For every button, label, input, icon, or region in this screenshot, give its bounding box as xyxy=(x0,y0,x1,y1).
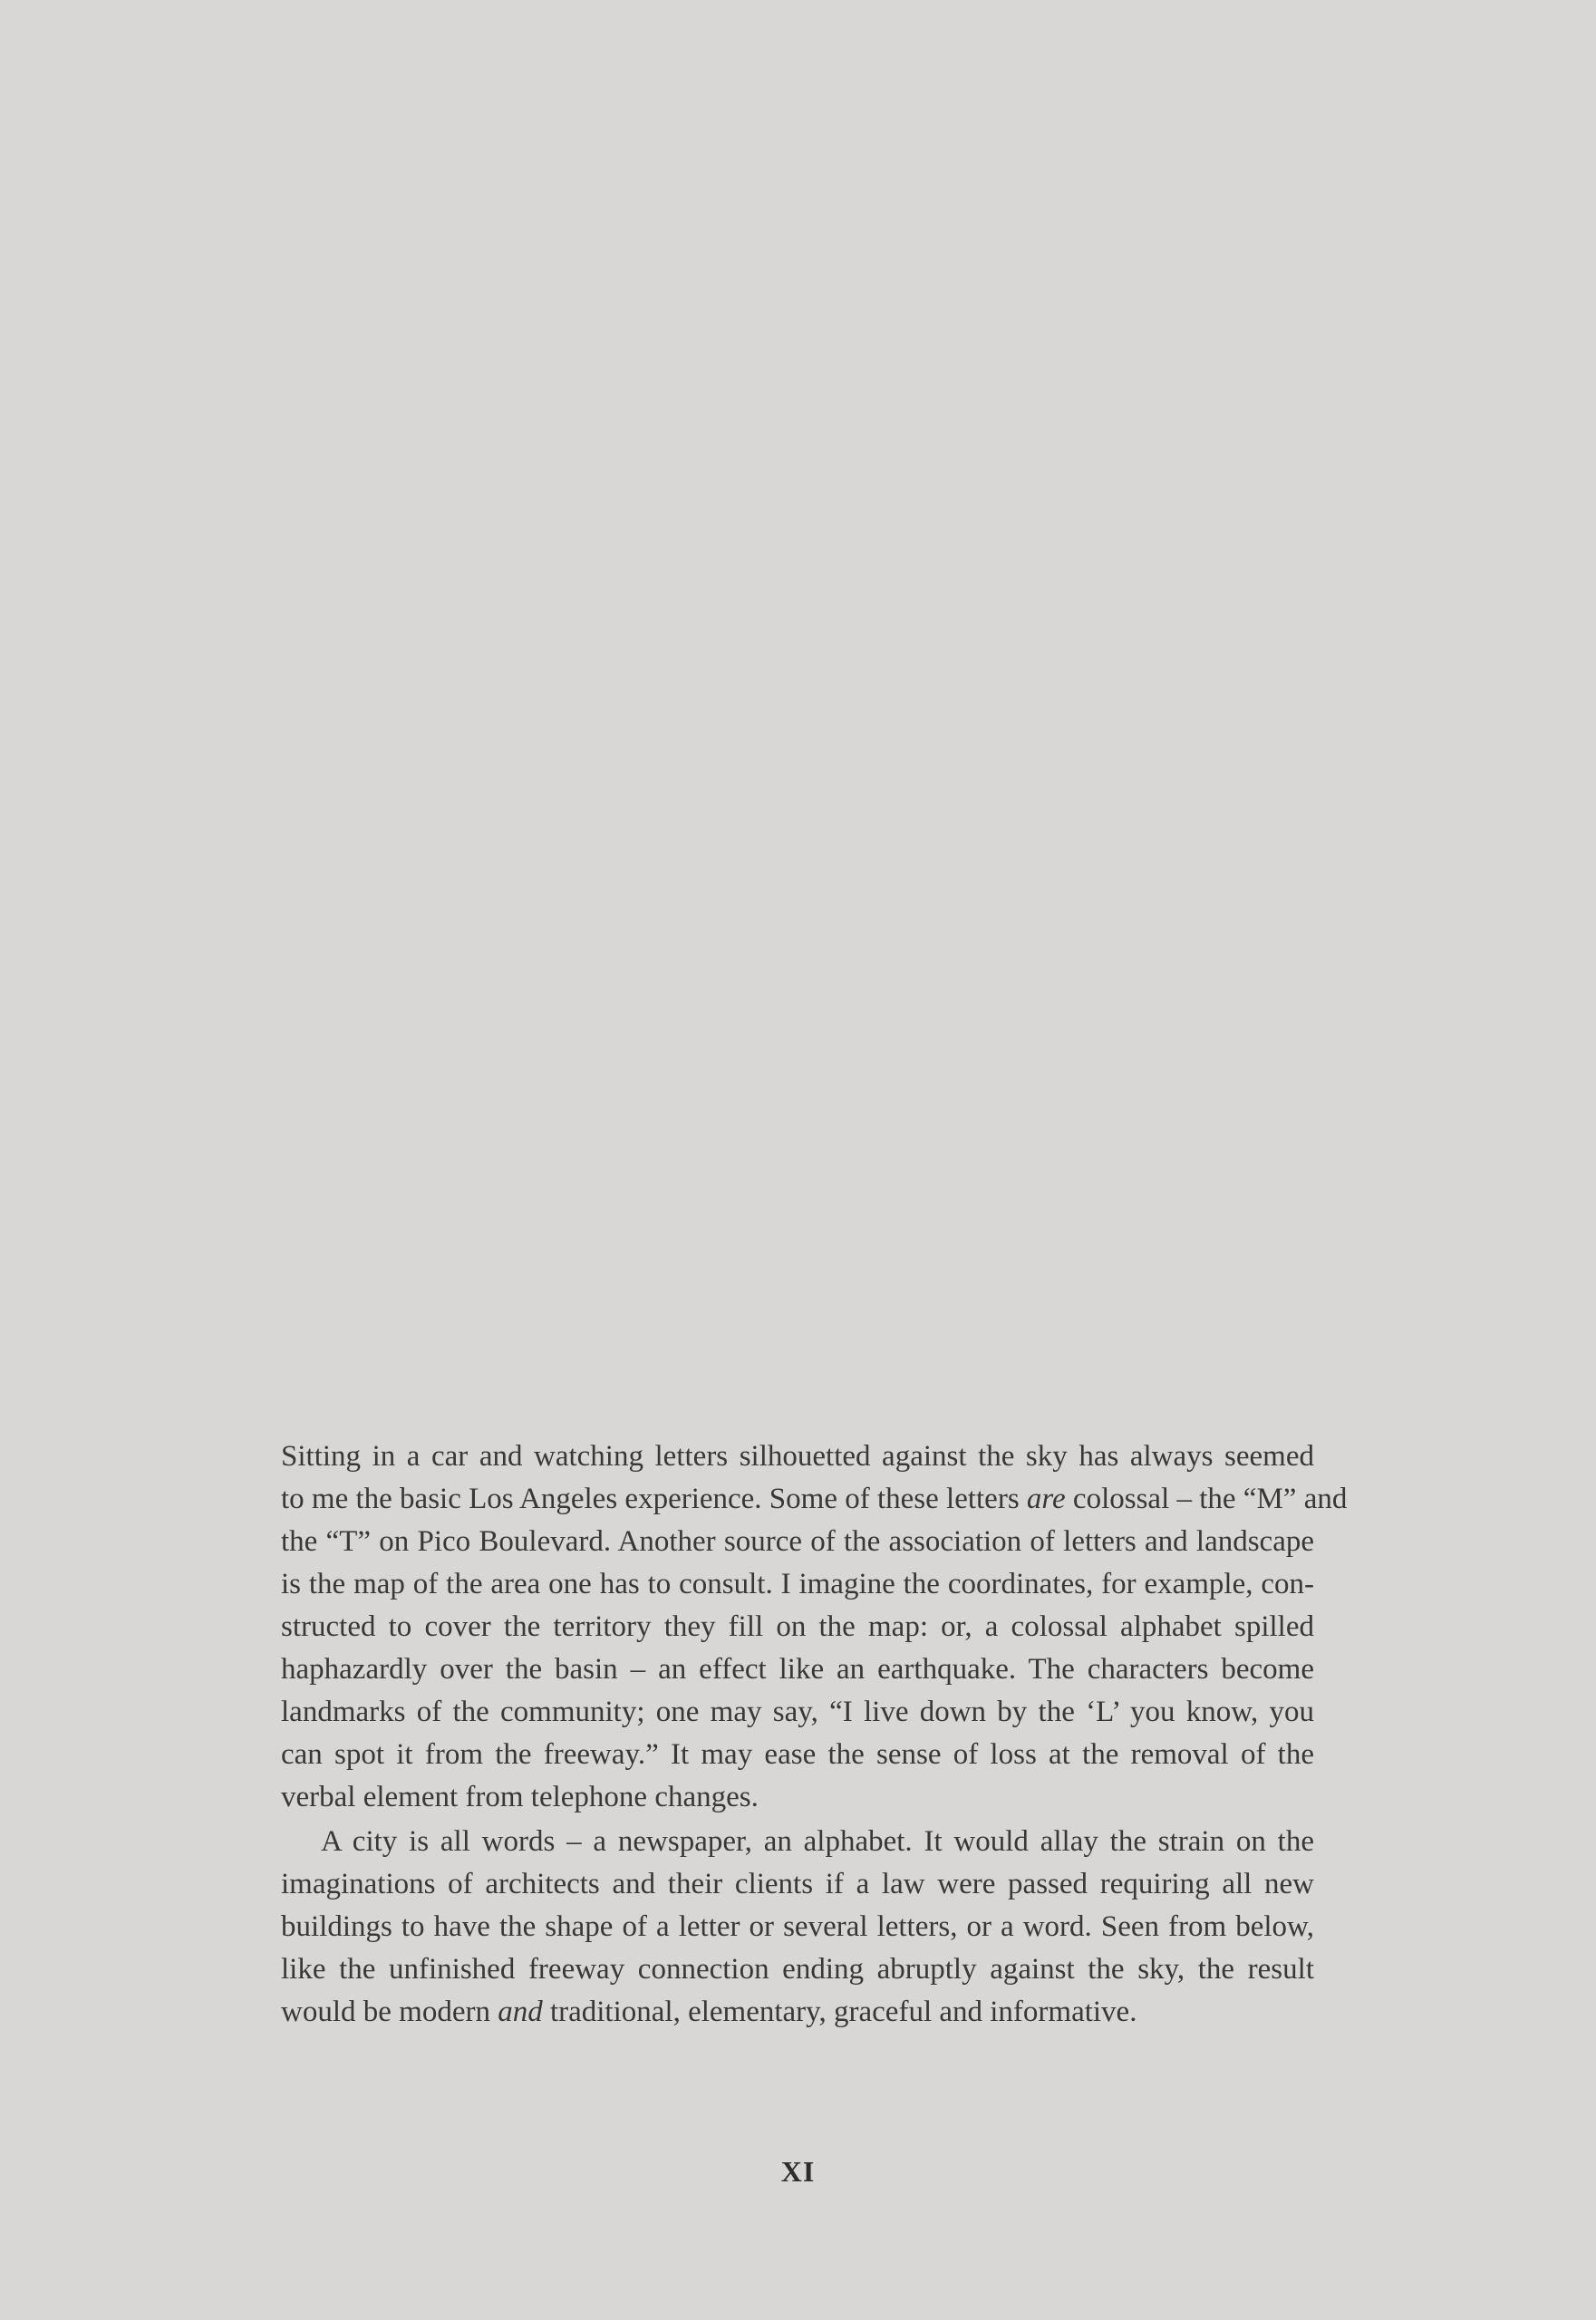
text-line: like the unfinished freeway connection ending abruptly against the sky, the result xyxy=(281,1953,1314,1986)
text-line: landmarks of the community; one may say, “I live down by the ‘L’ you know, you xyxy=(281,1696,1314,1728)
text-run: colossal – the “M” and xyxy=(1065,1483,1348,1515)
text-line: imaginations of architects and their clients if a law were passed requiring all new xyxy=(281,1868,1314,1900)
text-line xyxy=(281,1478,1348,1521)
page-number: XI xyxy=(780,2155,816,2188)
italic-word: and xyxy=(498,1996,543,2028)
text-line: structed to cover the territory they fill on the map: or, a colossal alphabet spilled xyxy=(281,1610,1314,1643)
text-line: Sitting in a car and watching letters silhouetted against the sky has always seemed xyxy=(281,1440,1314,1473)
text-run: to me the basic Los Angeles experience. Some of these letters xyxy=(281,1483,1027,1515)
text-line: can spot it from the freeway.” It may ease the sense of loss at the removal of the xyxy=(281,1738,1314,1771)
body-text xyxy=(281,1436,1348,2034)
text-line: is the map of the area one has to consult. I imagine the coordinates, for example, con- xyxy=(281,1568,1314,1600)
text-run: traditional, elementary, graceful and informative. xyxy=(542,1996,1137,2028)
text-line: buildings to have the shape of a letter or several letters, or a word. Seen from below, xyxy=(281,1910,1314,1943)
paragraph-1 xyxy=(281,1436,1348,1819)
text-line: A city is all words – a newspaper, an alphabet. It would allay the strain on the xyxy=(321,1825,1314,1858)
italic-word: are xyxy=(1026,1483,1066,1515)
text-line: the “T” on Pico Boulevard. Another source of the association of letters and landscape xyxy=(281,1525,1314,1558)
text-line: haphazardly over the basin – an effect like an earthquake. The characters become xyxy=(281,1653,1314,1686)
paragraph-2 xyxy=(281,1821,1314,2034)
text-line: verbal element from telephone changes. xyxy=(281,1781,759,1813)
text-run: would be modern xyxy=(281,1996,498,2028)
text-line xyxy=(281,1991,1314,2034)
